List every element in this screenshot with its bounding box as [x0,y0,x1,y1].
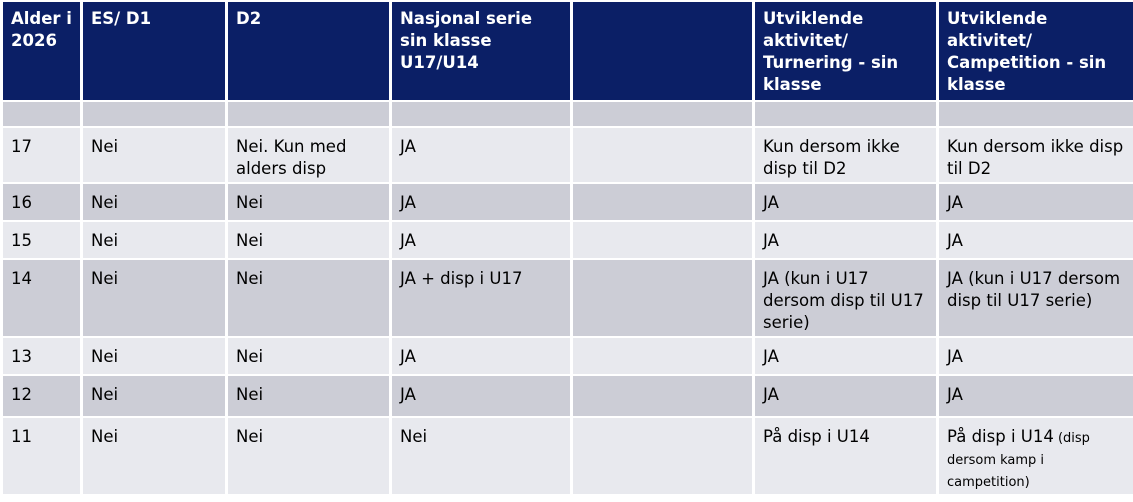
cell-age: 17 [3,128,80,182]
cell-campetition [939,184,1133,220]
cell-nasjonal: JA [392,222,570,258]
cell-campetition [939,418,1133,494]
blank-row [3,102,1133,126]
cell-turnering: JA (kun i U17 dersom disp til U17 serie) [755,260,936,336]
cell-campetition-text: JA [947,385,963,404]
header-turnering: Utviklende aktivitet/ Turnering - sin klasse [755,2,936,100]
cell-campetition [939,338,1133,374]
table-row-age-12 [3,376,1133,416]
cell-d2: Nei. Kun med alders disp [228,128,389,182]
header-row [3,2,1133,100]
cell-age: 15 [3,222,80,258]
cell-nasjonal: JA [392,338,570,374]
cell-age: 12 [3,376,80,416]
table-row-age-16 [3,184,1133,220]
cell-campetition-text: JA (kun i U17 dersom disp til U17 serie) [947,269,1121,310]
cell-es-d1: Nei [83,128,225,182]
cell-d2: Nei [228,376,389,416]
blank-cell [228,102,389,126]
cell-blank [573,338,752,374]
cell-nasjonal: JA [392,184,570,220]
blank-cell [755,102,936,126]
blank-cell [573,102,752,126]
cell-nasjonal: JA [392,376,570,416]
cell-turnering: På disp i U14 [755,418,936,494]
cell-campetition-note: (disp dersom kamp i campetition) [947,431,1090,490]
cell-blank [573,184,752,220]
cell-nasjonal: Nei [392,418,570,494]
header-nasjonal-serie: Nasjonal serie sin klasse U17/U14 [392,2,570,100]
cell-turnering: JA [755,222,936,258]
cell-turnering: JA [755,184,936,220]
table-row-age-11 [3,418,1133,494]
cell-age: 13 [3,338,80,374]
cell-campetition [939,222,1133,258]
cell-nasjonal: JA [392,128,570,182]
header-blank [573,2,752,100]
cell-campetition [939,260,1133,336]
cell-age: 14 [3,260,80,336]
table-row-age-13 [3,338,1133,374]
cell-blank [573,418,752,494]
cell-d2: Nei [228,260,389,336]
cell-campetition-text: JA [947,193,963,212]
cell-es-d1: Nei [83,418,225,494]
blank-cell [939,102,1133,126]
cell-blank [573,376,752,416]
blank-cell [83,102,225,126]
cell-es-d1: Nei [83,338,225,374]
cell-campetition [939,128,1133,182]
cell-campetition [939,376,1133,416]
cell-blank [573,222,752,258]
header-d2: D2 [228,2,389,100]
cell-es-d1: Nei [83,260,225,336]
header-campetition: Utviklende aktivitet/ Campetition - sin klasse [939,2,1133,100]
cell-age: 11 [3,418,80,494]
cell-turnering: JA [755,376,936,416]
cell-nasjonal: JA + disp i U17 [392,260,570,336]
cell-es-d1: Nei [83,184,225,220]
cell-es-d1: Nei [83,376,225,416]
cell-campetition-text: JA [947,231,963,250]
table-row-age-17 [3,128,1133,182]
cell-turnering: Kun dersom ikke disp til D2 [755,128,936,182]
cell-campetition-text: Kun dersom ikke disp til D2 [947,137,1124,178]
cell-blank [573,260,752,336]
blank-cell [3,102,80,126]
cell-d2: Nei [228,184,389,220]
table-row-age-14 [3,260,1133,336]
cell-turnering: JA [755,338,936,374]
cell-blank [573,128,752,182]
table-row-age-15 [3,222,1133,258]
cell-campetition-text: JA [947,347,963,366]
cell-campetition-text: På disp i U14 [947,427,1054,446]
cell-age: 16 [3,184,80,220]
cell-d2: Nei [228,222,389,258]
cell-d2: Nei [228,338,389,374]
cell-es-d1: Nei [83,222,225,258]
blank-cell [392,102,570,126]
cell-d2: Nei [228,418,389,494]
header-age: Alder i 2026 [3,2,80,100]
header-es-d1: ES/ D1 [83,2,225,100]
